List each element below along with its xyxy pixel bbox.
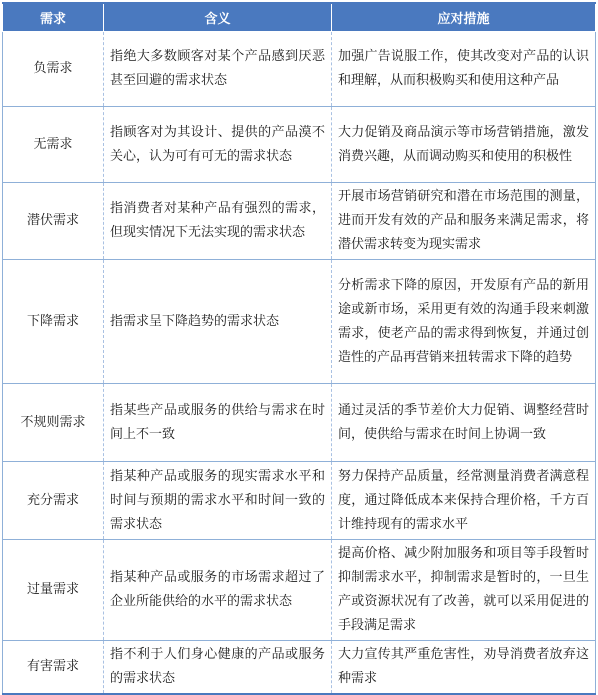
table-row [3,260,596,384]
table-row [3,384,596,462]
meaning-cell: 指不利于人们身心健康的产品或服务的需求状态 [104,641,332,695]
table-row [3,641,596,695]
measure-cell: 努力保持产品质量，经常测量消费者满意程度，通过降低成本来保持合理价格，千方百计维持现有的需求水平 [332,462,596,540]
measure-cell: 大力宣传其严重危害性，劝导消费者放弃这种需求 [332,641,596,695]
meaning-cell: 指绝大多数顾客对某个产品感到厌恶甚至回避的需求状态 [104,32,332,107]
demand-type-cell: 下降需求 [3,260,104,384]
demand-type-cell: 充分需求 [3,462,104,540]
table-row [3,32,596,107]
header-meaning: 含义 [104,3,332,32]
header-row [3,3,596,32]
header-measure: 应对措施 [332,3,596,32]
measure-cell: 提高价格、减少附加服务和项目等手段暂时抑制需求水平，抑制需求是暂时的，一旦生产或资源状况有了改善，就可以采用促进的手段满足需求 [332,540,596,641]
meaning-cell: 指顾客对为其设计、提供的产品漠不关心，认为可有可无的需求状态 [104,107,332,183]
table-row [3,183,596,260]
meaning-cell: 指某种产品或服务的现实需求水平和时间与预期的需求水平和时间一致的需求状态 [104,462,332,540]
table-header [3,3,596,32]
measure-cell: 加强广告说服工作，使其改变对产品的认识和理解，从而积极购买和使用这种产品 [332,32,596,107]
table-row [3,107,596,183]
measure-cell: 大力促销及商品演示等市场营销措施，激发消费兴趣，从而调动购买和使用的积极性 [332,107,596,183]
measure-cell: 开展市场营销研究和潜在市场范围的测量，进而开发有效的产品和服务来满足需求，将潜伏需求转变为现实需求 [332,183,596,260]
table-row [3,540,596,641]
meaning-cell: 指消费者对某种产品有强烈的需求，但现实情况下无法实现的需求状态 [104,183,332,260]
demand-type-cell: 不规则需求 [3,384,104,462]
measure-cell: 分析需求下降的原因，开发原有产品的新用途或新市场，采用更有效的沟通手段来刺激需求，使老产品的需求得到恢复，并通过创造性的产品再营销来扭转需求下降的趋势 [332,260,596,384]
demand-type-cell: 无需求 [3,107,104,183]
table-row [3,462,596,540]
demand-type-cell: 负需求 [3,32,104,107]
demand-table [2,2,596,695]
meaning-cell: 指某些产品或服务的供给与需求在时间上不一致 [104,384,332,462]
demand-type-cell: 有害需求 [3,641,104,695]
measure-cell: 通过灵活的季节差价大力促销、调整经营时间，使供给与需求在时间上协调一致 [332,384,596,462]
meaning-cell: 指需求呈下降趋势的需求状态 [104,260,332,384]
header-demand: 需求 [3,3,104,32]
meaning-cell: 指某种产品或服务的市场需求超过了企业所能供给的水平的需求状态 [104,540,332,641]
demand-type-cell: 潜伏需求 [3,183,104,260]
demand-type-cell: 过量需求 [3,540,104,641]
table-body [3,32,596,695]
